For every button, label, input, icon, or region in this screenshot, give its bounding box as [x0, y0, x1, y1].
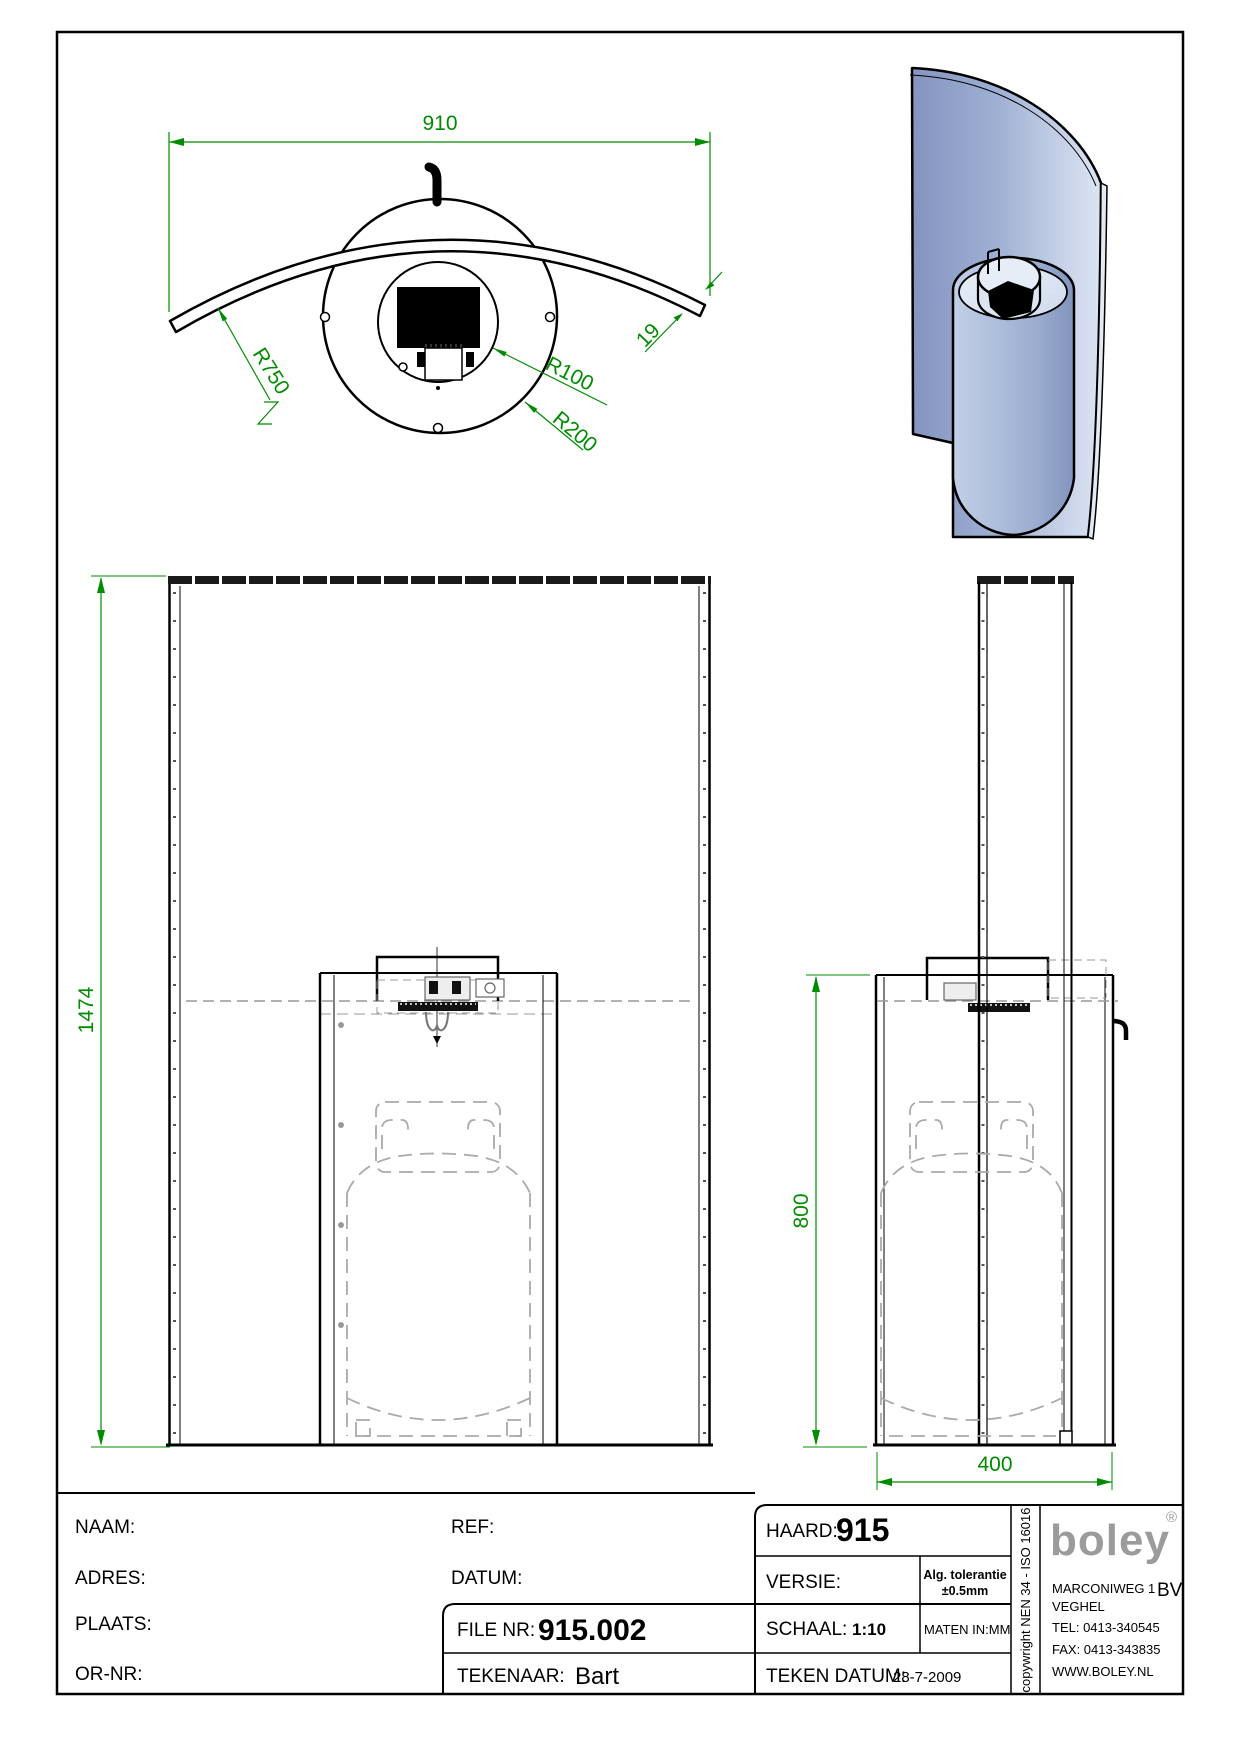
dim-r750: [218, 308, 294, 424]
teken-datum-value: 28-7-2009: [893, 1669, 962, 1686]
front-view: [75, 576, 713, 1447]
dim-depth: [877, 1452, 1112, 1490]
company-block: [1050, 1509, 1183, 1679]
company-city: VEGHEL: [1052, 1599, 1105, 1614]
rivet: [338, 1322, 344, 1328]
haard-label: HAARD:: [766, 1521, 838, 1542]
teken-datum-label: TEKEN DATUM:: [766, 1666, 907, 1687]
burner-mech-detail: [452, 981, 461, 994]
dim-height: [75, 576, 170, 1447]
valve-detail-left: [417, 352, 425, 367]
dim-r100-value: R100: [542, 352, 598, 396]
datum-label: DATUM:: [451, 1568, 523, 1589]
side-view: [790, 580, 1126, 1490]
bolt-hole: [399, 363, 407, 371]
hidden-box-side: [1048, 960, 1106, 998]
schaal-label: SCHAAL:: [766, 1619, 848, 1640]
dim-r750-value: R750: [247, 343, 294, 399]
gas-bottle-front: [347, 1102, 530, 1436]
boley-logo: boley: [1050, 1516, 1170, 1565]
ref-label: REF:: [451, 1517, 495, 1538]
company-fax: FAX: 0413-343835: [1052, 1642, 1161, 1657]
rivet: [338, 1122, 344, 1128]
copyright-vertical: copywright NEN 34 - ISO 16016: [1018, 1507, 1033, 1693]
burner-bracket-tip: [433, 1036, 441, 1044]
company-address: MARCONIWEG 1: [1052, 1581, 1156, 1596]
tolerantie-line1: Alg. tolerantie: [923, 1568, 1007, 1582]
versie-label: VERSIE:: [766, 1572, 841, 1593]
center-mark: [436, 386, 440, 390]
rivet: [338, 1222, 344, 1228]
registered-mark-icon: ®: [1166, 1509, 1178, 1526]
valve-box: [425, 348, 462, 380]
top-view: [169, 112, 722, 457]
tolerantie-line2: ±0.5mm: [941, 1584, 989, 1598]
dim-width-value: 910: [422, 112, 458, 135]
foot: [1060, 1431, 1072, 1445]
company-bv: BV: [1157, 1580, 1183, 1601]
dim-r200-value: R200: [548, 406, 602, 457]
burner-block: [397, 287, 480, 348]
valve-detail-right: [466, 352, 474, 367]
ornr-label: OR-NR:: [75, 1664, 143, 1685]
haard-value: 915: [836, 1512, 890, 1548]
rivet: [338, 1022, 344, 1028]
dim-depth-value: 400: [977, 1453, 1013, 1476]
burner-mech-side: [944, 983, 976, 1000]
filenr-label: FILE NR:: [457, 1620, 536, 1641]
dim-r200: [525, 402, 601, 457]
company-tel: TEL: 0413-340545: [1052, 1620, 1160, 1635]
plaats-label: PLAATS:: [75, 1614, 152, 1635]
adres-label: ADRES:: [75, 1568, 146, 1589]
maten-label: MATEN IN:MM: [924, 1622, 1011, 1637]
bolt-hole: [546, 313, 555, 322]
company-web: WWW.BOLEY.NL: [1052, 1664, 1154, 1679]
schaal-value: 1:10: [852, 1620, 887, 1639]
bolt-hole: [434, 424, 443, 433]
dim-thickness-value: 19: [631, 319, 665, 352]
gas-bottle-side: [881, 1102, 1062, 1436]
dim-height-value: 1474: [75, 986, 98, 1034]
iso-view: [910, 68, 1107, 539]
title-block: [57, 1493, 1183, 1694]
tekenaar-value: Bart: [575, 1663, 620, 1690]
burner-mech-detail: [476, 979, 504, 997]
naam-label: NAAM:: [75, 1517, 136, 1538]
dim-burner-height-value: 800: [790, 1193, 813, 1229]
filenr-value: 915.002: [538, 1614, 647, 1647]
burner-mech-detail: [429, 981, 438, 994]
tekenaar-label: TEKENAAR:: [457, 1666, 565, 1687]
chimney-stub: [429, 167, 437, 202]
dim-burner-height: [790, 975, 870, 1447]
bolt-hole: [321, 313, 330, 322]
